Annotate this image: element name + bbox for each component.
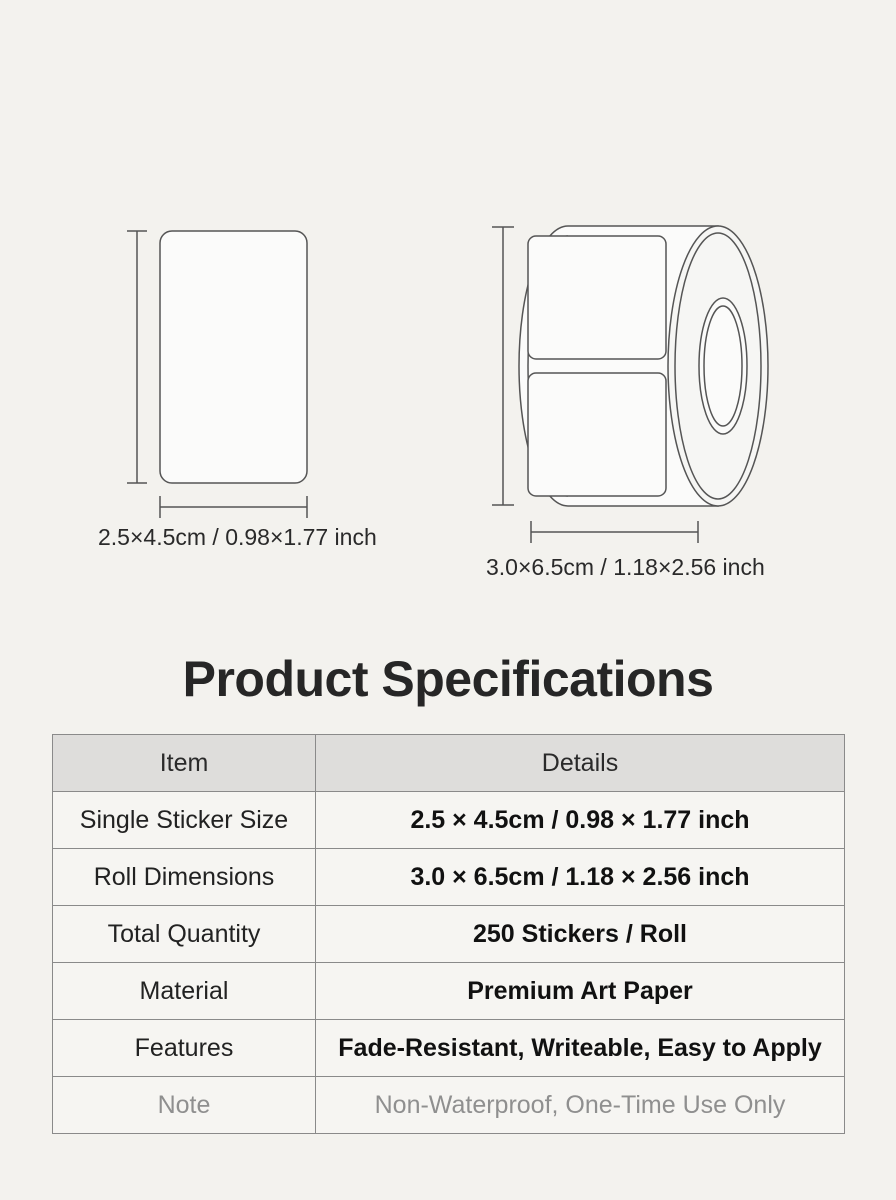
sticker-size-label: 2.5×4.5cm / 0.98×1.77 inch	[98, 524, 377, 550]
header-item: Item	[53, 735, 316, 792]
table-row	[53, 906, 845, 963]
spec-table	[52, 734, 845, 1134]
row-detail: 2.5 × 4.5cm / 0.98 × 1.77 inch	[316, 792, 845, 849]
row-detail: 3.0 × 6.5cm / 1.18 × 2.56 inch	[316, 849, 845, 906]
row-item: Roll Dimensions	[53, 849, 316, 906]
row-detail: Premium Art Paper	[316, 963, 845, 1020]
row-item: Single Sticker Size	[53, 792, 316, 849]
header-details: Details	[316, 735, 845, 792]
table-row	[53, 963, 845, 1020]
table-row	[53, 792, 845, 849]
row-detail: 250 Stickers / Roll	[316, 906, 845, 963]
row-item: Total Quantity	[53, 906, 316, 963]
row-item: Note	[53, 1077, 316, 1134]
table-row	[53, 1077, 845, 1134]
sticker-roll-illustration	[492, 226, 768, 543]
table-header-row	[53, 735, 845, 792]
table-row	[53, 849, 845, 906]
single-sticker-illustration	[127, 231, 307, 518]
row-detail: Fade-Resistant, Writeable, Easy to Apply	[316, 1020, 845, 1077]
page-title: Product Specifications	[182, 651, 714, 707]
row-item: Material	[53, 963, 316, 1020]
row-detail: Non-Waterproof, One-Time Use Only	[316, 1077, 845, 1134]
table-row	[53, 1020, 845, 1077]
row-item: Features	[53, 1020, 316, 1077]
roll-size-label: 3.0×6.5cm / 1.18×2.56 inch	[486, 554, 765, 580]
